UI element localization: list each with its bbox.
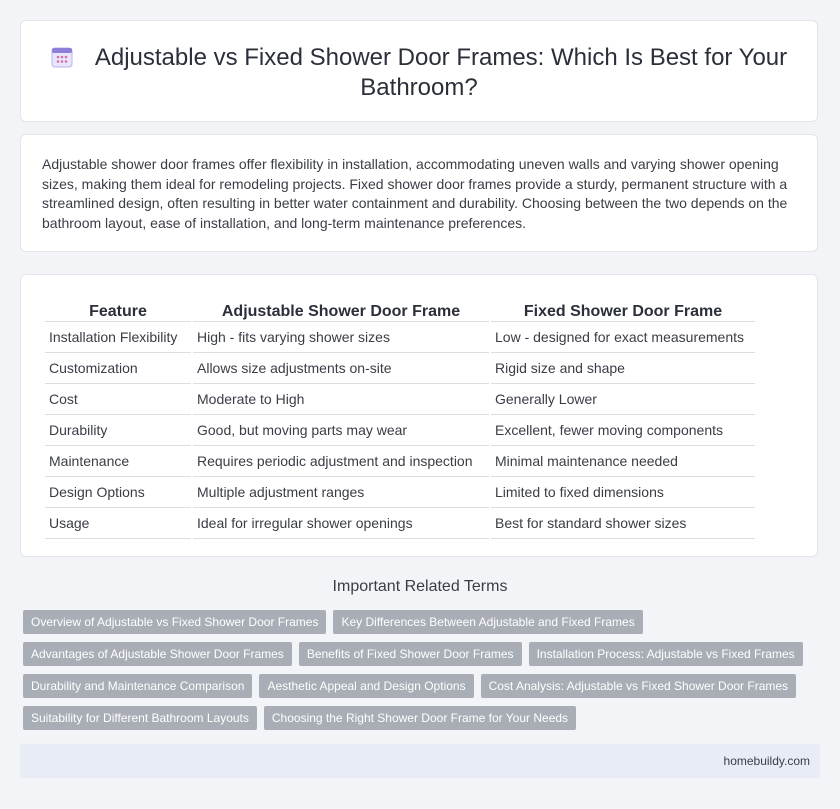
calendar-icon (51, 46, 73, 68)
related-terms-tags (23, 610, 813, 738)
header-feature: Feature (89, 303, 147, 320)
feature-cell: Customization (45, 353, 191, 384)
table-row (45, 321, 755, 353)
related-term-tag[interactable]: Overview of Adjustable vs Fixed Shower Door Frames (23, 610, 326, 634)
header-fixed: Fixed Shower Door Frame (523, 303, 723, 320)
page-title: Adjustable vs Fixed Shower Door Frames: Which Is Best for Your Bathroom? (94, 44, 788, 101)
intro-paragraph: Adjustable shower door frames offer flexibility in installation, accommodating uneven walls and varying shower opening sizes, making them ideal for remodeling projects. Fixed shower door frames provide a sturdy, permanent structure with a streamlined design, often resulting in better water containment and durability. Choosing between the two depends on the bathroom layout, ease of installation, and long-term maintenance preferences. (42, 156, 788, 231)
feature-cell: Design Options (45, 477, 191, 508)
related-term-tag[interactable]: Cost Analysis: Adjustable vs Fixed Shower Door Frames (481, 674, 796, 698)
tag-row (23, 674, 813, 698)
comparison-table (43, 295, 757, 539)
adjustable-cell: High - fits varying shower sizes (193, 321, 489, 353)
table-row (45, 477, 755, 508)
feature-cell: Durability (45, 415, 191, 446)
tag-row (23, 642, 813, 666)
footer-bar (20, 744, 820, 778)
tag-row (23, 706, 813, 730)
related-term-tag[interactable]: Choosing the Right Shower Door Frame for Your Needs (264, 706, 576, 730)
feature-cell: Cost (45, 384, 191, 415)
header-adjustable: Adjustable Shower Door Frame (221, 303, 461, 320)
tag-row (23, 610, 813, 634)
header-card (20, 20, 818, 122)
table-row (45, 508, 755, 539)
related-term-tag[interactable]: Key Differences Between Adjustable and Fixed Frames (333, 610, 642, 634)
table-header-row (45, 295, 755, 321)
table-row (45, 415, 755, 446)
table-row (45, 384, 755, 415)
related-term-tag[interactable]: Durability and Maintenance Comparison (23, 674, 252, 698)
related-term-tag[interactable]: Advantages of Adjustable Shower Door Frames (23, 642, 292, 666)
adjustable-cell: Ideal for irregular shower openings (193, 508, 489, 539)
table-row (45, 353, 755, 384)
adjustable-cell: Multiple adjustment ranges (193, 477, 489, 508)
adjustable-cell: Allows size adjustments on-site (193, 353, 489, 384)
fixed-cell: Generally Lower (491, 384, 755, 415)
related-term-tag[interactable]: Suitability for Different Bathroom Layouts (23, 706, 257, 730)
fixed-cell: Excellent, fewer moving components (491, 415, 755, 446)
fixed-cell: Low - designed for exact measurements (491, 321, 755, 353)
footer-site-link[interactable]: homebuildy.com (723, 754, 810, 768)
adjustable-cell: Moderate to High (193, 384, 489, 415)
feature-cell: Installation Flexibility (45, 321, 191, 353)
fixed-cell: Rigid size and shape (491, 353, 755, 384)
related-term-tag[interactable]: Aesthetic Appeal and Design Options (259, 674, 473, 698)
title-wrap (21, 43, 817, 103)
table-row (45, 446, 755, 477)
comparison-card (20, 274, 818, 557)
related-term-tag[interactable]: Benefits of Fixed Shower Door Frames (299, 642, 522, 666)
adjustable-cell: Good, but moving parts may wear (193, 415, 489, 446)
feature-cell: Maintenance (45, 446, 191, 477)
fixed-cell: Minimal maintenance needed (491, 446, 755, 477)
related-term-tag[interactable]: Installation Process: Adjustable vs Fixed Frames (529, 642, 803, 666)
fixed-cell: Limited to fixed dimensions (491, 477, 755, 508)
fixed-cell: Best for standard shower sizes (491, 508, 755, 539)
intro-card (20, 134, 818, 252)
feature-cell: Usage (45, 508, 191, 539)
related-terms-title: Important Related Terms (332, 578, 508, 595)
adjustable-cell: Requires periodic adjustment and inspection (193, 446, 489, 477)
page-title-line (21, 43, 817, 103)
